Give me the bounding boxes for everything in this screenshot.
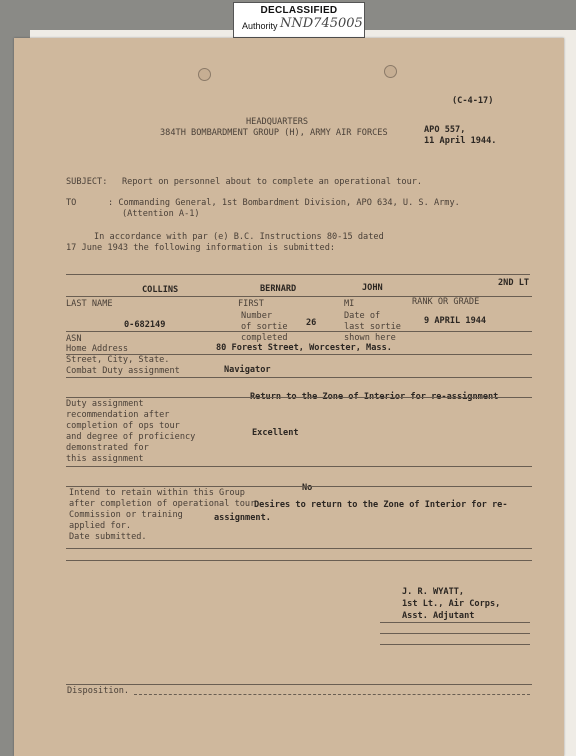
first-name-value: BERNARD — [260, 284, 297, 294]
to-label: TO — [66, 198, 77, 208]
apo-number: APO 557, — [424, 125, 466, 135]
retain-label-1: Intend to retain within this Group — [69, 488, 245, 498]
duty-label-3: completion of ops tour — [66, 421, 180, 431]
asn-value: 0-682149 — [124, 320, 166, 330]
retain-label-3: Commission or training — [69, 510, 183, 520]
sorties-label-3: completed — [241, 333, 288, 343]
sorties-label-2: of sortie — [241, 322, 288, 332]
middle-name-value: JOHN — [362, 283, 383, 293]
asn-label: ASN — [66, 334, 82, 344]
sorties-label-1: Number — [241, 311, 273, 321]
rank-label: RANK OR GRADE — [412, 297, 480, 307]
intro-line-2: 17 June 1943 the following information is submitted: — [66, 243, 336, 253]
duty-label-6: this assignment — [66, 454, 144, 464]
address-rule — [66, 354, 532, 355]
last-name-label: LAST NAME — [66, 299, 113, 309]
last-name-value: COLLINS — [142, 285, 179, 295]
to-line-2: (Attention A-1) — [122, 209, 200, 219]
signature-title: Asst. Adjutant — [402, 611, 475, 621]
punch-hole-right — [384, 65, 397, 78]
rank-value: 2ND LT — [498, 278, 530, 288]
desires-line-1: Desires to return to the Zone of Interior for re- — [254, 500, 508, 510]
subject-label: SUBJECT: — [66, 177, 108, 187]
disposition-top-rule — [66, 684, 532, 685]
disposition-label: Disposition. — [67, 686, 130, 696]
form-reference: (C-4-17) — [452, 96, 494, 106]
last-sortie-label-1: Date of — [344, 311, 381, 321]
disposition-line — [134, 694, 530, 695]
form-top-rule — [66, 274, 530, 275]
stamp-authority-label: Authority — [242, 21, 278, 31]
last-sortie-value: 9 APRIL 1944 — [424, 316, 487, 326]
retain-value: No — [302, 483, 313, 493]
retain-label-4: applied for. — [69, 521, 132, 531]
retain-bottom-rule — [66, 548, 532, 549]
duty-rule — [66, 397, 532, 398]
document-page — [14, 38, 564, 756]
subject-text: Report on personnel about to complete an operational tour. — [122, 177, 423, 187]
address-label-1: Home Address — [66, 344, 129, 354]
punch-hole-left — [198, 68, 211, 81]
retain-bottom-rule-2 — [66, 560, 532, 561]
asn-rule — [66, 331, 532, 332]
duty-label-2: recommendation after — [66, 410, 170, 420]
declassified-stamp — [233, 2, 365, 38]
first-name-label: FIRST — [238, 299, 264, 309]
signature-rule-3 — [380, 644, 530, 645]
address-label-2: Street, City, State. — [66, 355, 170, 365]
org-line-2: 384TH BOMBARDMENT GROUP (H), ARMY AIR FORCES — [160, 128, 388, 138]
org-line-1: HEADQUARTERS — [246, 117, 309, 127]
mi-label: MI — [344, 299, 355, 309]
duty-label-1: Duty assignment — [66, 399, 144, 409]
report-date: 11 April 1944. — [424, 136, 497, 146]
retain-rule — [66, 486, 532, 487]
last-sortie-label-3: shown here — [344, 333, 396, 343]
proficiency-value: Excellent — [252, 428, 299, 438]
duty-bottom-rule — [66, 466, 532, 467]
desires-line-2: assignment. — [214, 513, 271, 523]
sorties-value: 26 — [306, 318, 317, 328]
signature-rank: 1st Lt., Air Corps, — [402, 599, 501, 609]
retain-label-2: after completion of operational tour — [69, 499, 256, 509]
signature-rule-2 — [380, 633, 530, 634]
last-sortie-label-2: last sortie — [344, 322, 401, 332]
intro-line-1: In accordance with par (e) B.C. Instructions 80-15 dated — [94, 232, 384, 242]
signature-name: J. R. WYATT, — [402, 587, 465, 597]
combat-value: Navigator — [224, 365, 271, 375]
address-value: 80 Forest Street, Worcester, Mass. — [216, 343, 392, 353]
stamp-authority-code: NND745005 — [280, 16, 363, 31]
duty-recommendation-value: Return to the Zone of Interior for re-assignment — [250, 392, 499, 402]
duty-label-4: and degree of proficiency — [66, 432, 196, 442]
retain-label-5: Date submitted. — [69, 532, 147, 542]
stamp-title: DECLASSIFIED — [260, 5, 338, 16]
to-line-1: : Commanding General, 1st Bombardment Division, APO 634, U. S. Army. — [108, 198, 460, 208]
signature-rule-1 — [380, 622, 530, 623]
combat-label: Combat Duty assignment — [66, 366, 180, 376]
combat-rule — [66, 377, 532, 378]
duty-label-5: demonstrated for — [66, 443, 149, 453]
